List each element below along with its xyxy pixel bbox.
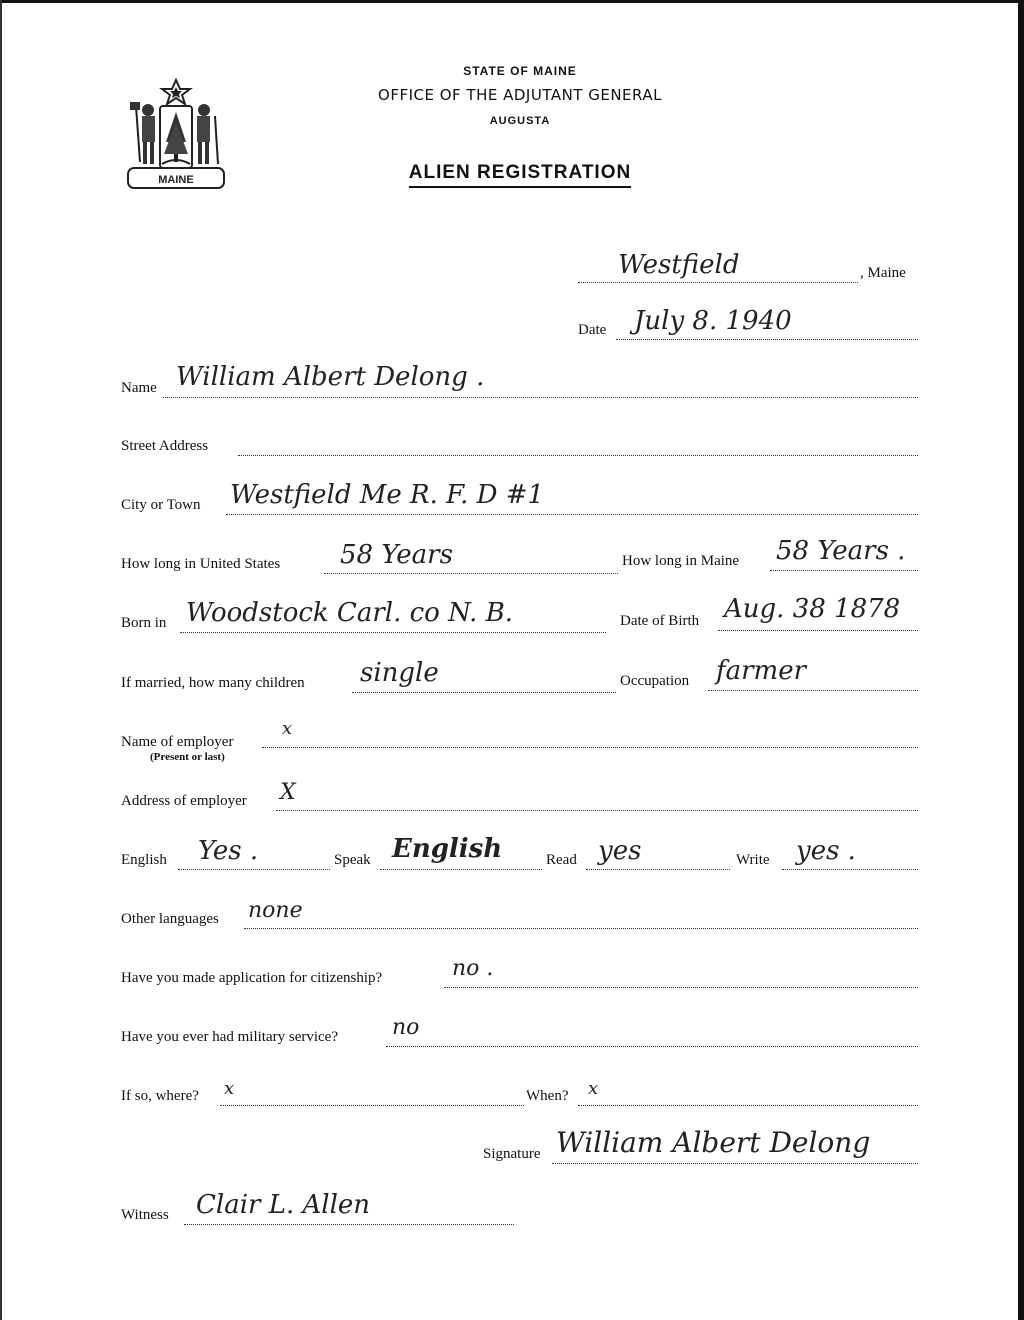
town-suffix-label: , Maine [860,265,906,281]
signature-label: Signature [483,1146,541,1162]
citizenship-line [444,987,918,988]
employer-address-label: Address of employer [121,793,247,809]
witness-line [184,1224,514,1225]
city-label: City or Town [121,497,201,513]
read-line [586,869,730,870]
name-line [163,397,918,398]
occupation-label: Occupation [620,673,690,689]
date-of-birth-label: Date of Birth [620,613,700,629]
write-value: yes . [796,836,856,866]
other-languages-value: none [248,898,303,923]
when-line [578,1105,918,1106]
where-value: x [224,1078,235,1099]
write-line [782,869,918,870]
when-label: When? [526,1088,569,1104]
town-value: Westfield [618,250,740,280]
how-long-us-label: How long in United States [121,556,281,572]
how-long-maine-label: How long in Maine [622,553,740,569]
when-value: x [588,1078,599,1099]
english-label: English [121,852,167,868]
office-heading: OFFICE OF THE ADJUTANT GENERAL [378,86,662,104]
street-address-line [238,455,918,456]
signature-line [552,1163,918,1164]
employer-sublabel: (Present or last) [150,751,225,763]
how-long-maine-line [770,570,918,571]
employer-label: Name of employer [121,734,234,750]
where-label: If so, where? [121,1088,199,1104]
witness-label: Witness [121,1207,169,1223]
scan-border-right [1018,0,1024,1320]
scan-border-left [0,0,2,1320]
occupation-value: farmer [716,656,807,686]
form-title: ALIEN REGISTRATION [0,162,1024,184]
read-label: Read [546,852,577,868]
other-languages-label: Other languages [121,911,219,927]
how-long-us-line [324,573,618,574]
speak-label: Speak [334,852,371,868]
date-value: July 8. 1940 [634,306,792,336]
employer-value: x [282,718,293,739]
date-label: Date [578,322,607,338]
occupation-line [708,690,918,691]
city-value: Westfield Me R. F. D #1 [230,480,545,510]
city-heading: AUGUSTA [489,115,551,127]
military-line [386,1046,918,1047]
employer-address-line [276,810,918,811]
english-line [178,869,330,870]
military-value: no [392,1015,420,1040]
state-heading: STATE OF MAINE [463,64,577,78]
speak-value: English [392,834,503,864]
read-value: yes [598,836,642,866]
citizenship-label: Have you made application for citizenship? [121,970,383,986]
city-line [226,514,918,515]
children-label: If married, how many children [121,675,305,691]
children-value: single [360,658,439,688]
street-address-label: Street Address [121,438,209,454]
born-in-line [180,632,606,633]
date-of-birth-line [718,630,918,631]
signature-value: William Albert Delong [556,1126,871,1159]
seal-text: MAINE [158,174,194,186]
children-line [352,692,616,693]
write-label: Write [736,852,770,868]
witness-value: Clair L. Allen [196,1190,371,1220]
date-line [616,339,918,340]
name-label: Name [121,380,157,396]
where-line [220,1105,524,1106]
town-line [578,282,858,283]
employer-address-value: X [280,780,296,805]
born-in-label: Born in [121,615,167,631]
name-value: William Albert Delong . [176,362,485,392]
english-value: Yes . [198,836,259,866]
employer-line [262,747,918,748]
date-of-birth-value: Aug. 38 1878 [724,594,901,624]
how-long-maine-value: 58 Years . [776,536,906,566]
scan-border-top [0,0,1024,3]
other-languages-line [244,928,918,929]
citizenship-value: no . [452,956,494,981]
military-label: Have you ever had military service? [121,1029,338,1045]
born-in-value: Woodstock Carl. co N. B. [186,598,514,628]
speak-line [380,869,542,870]
how-long-us-value: 58 Years [340,540,453,570]
